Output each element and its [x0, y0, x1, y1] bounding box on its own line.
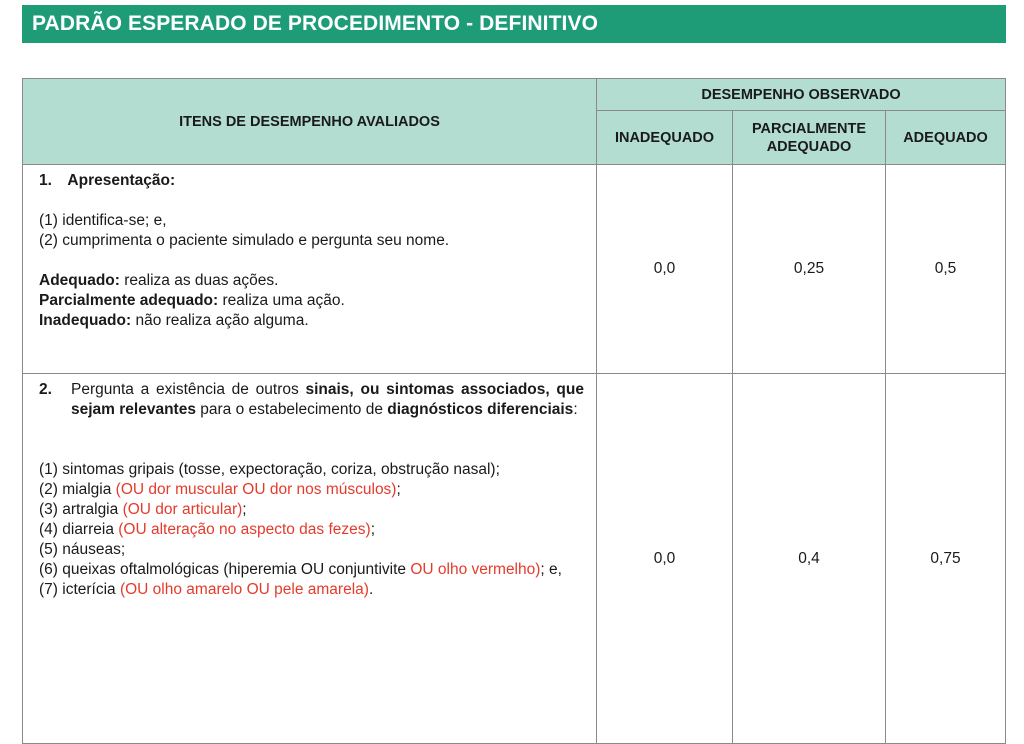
item-2-subitem-3 [39, 500, 584, 520]
criterion-label: Parcialmente adequado: [39, 292, 219, 309]
subitem-synonym: (OU dor muscular OU dor nos músculos) [115, 481, 397, 498]
table-row [23, 165, 1006, 374]
header-parcial-line2: ADEQUADO [766, 138, 852, 155]
item-2-score-adequado: 0,75 [886, 374, 1006, 744]
subitem-punct: ; [396, 481, 401, 498]
header-inadequado: INADEQUADO [597, 111, 733, 165]
evaluation-table [22, 78, 1006, 744]
subitem-synonym: (OU olho amarelo OU pele amarela) [119, 581, 369, 598]
item-1-criterion-parcial [39, 291, 584, 311]
subitem-text: (2) mialgia [39, 481, 116, 498]
header-items-evaluated: ITENS DE DESEMPENHO AVALIADOS [23, 79, 597, 165]
item-1-criterion-inadequado [39, 311, 584, 331]
item-2-intro [39, 380, 584, 420]
criterion-text: realiza as duas ações. [119, 272, 279, 289]
subitem-text: (4) diarreia [39, 521, 119, 538]
header-observed-performance: DESEMPENHO OBSERVADO [597, 79, 1006, 111]
subitem-synonym-black: (hiperemia OU conjuntivite [223, 561, 411, 578]
header-parcial-line1: PARCIALMENTE [751, 120, 867, 137]
subitem-synonym: OU olho vermelho) [410, 561, 541, 578]
item-2-subitem-7 [39, 580, 584, 600]
item-1-line-1: (1) identifica-se; e, [39, 212, 167, 229]
subitem-punct: . [368, 581, 374, 598]
subitem-text: (3) artralgia [39, 501, 123, 518]
item-2-subitem-2 [39, 480, 584, 500]
item-2-subitem-6 [39, 560, 584, 580]
item-2-intro-c: para o estabelecimento de [195, 401, 388, 418]
subitem-synonym: (OU dor articular) [122, 501, 243, 518]
item-2-subitem-5: (5) náuseas; [39, 541, 126, 558]
item-2-intro-d: diagnósticos diferenciais [387, 401, 574, 418]
item-1-description [23, 165, 597, 374]
item-2-number: 2. [39, 381, 52, 398]
table-row [23, 374, 1006, 744]
subitem-text: (6) queixas oftalmológicas [39, 561, 224, 578]
item-2-score-parcial: 0,4 [733, 374, 886, 744]
item-1-line-2: (2) cumprimenta o paciente simulado e pergunta seu nome. [39, 232, 450, 249]
item-1-criterion-adequado [39, 271, 584, 291]
subitem-punct: ; [370, 521, 375, 538]
item-1-score-adequado: 0,5 [886, 165, 1006, 374]
subitem-punct: ; e, [540, 561, 562, 578]
item-2-subitem-4 [39, 520, 584, 540]
item-2-description [23, 374, 597, 744]
subitem-punct: ; [242, 501, 247, 518]
item-1-score-inadequado: 0,0 [597, 165, 733, 374]
item-2-intro-e: : [573, 401, 578, 418]
header-adequado: ADEQUADO [886, 111, 1006, 165]
subitem-text: (7) icterícia [39, 581, 120, 598]
criterion-label: Inadequado: [39, 312, 132, 329]
item-2-score-inadequado: 0,0 [597, 374, 733, 744]
criterion-label: Adequado: [39, 272, 120, 289]
item-2-intro-b: sinais, ou sintomas associados, que sejam relevantes [71, 381, 584, 418]
subitem-synonym: (OU alteração no aspecto das fezes) [118, 521, 371, 538]
criterion-text: realiza uma ação. [218, 292, 345, 309]
item-2-subitem-1: (1) sintomas gripais (tosse, expectoração, coriza, obstrução nasal); [39, 461, 500, 478]
criterion-text: não realiza ação alguma. [131, 312, 309, 329]
header-parcialmente-adequado [733, 111, 886, 165]
item-1-score-parcial: 0,25 [733, 165, 886, 374]
item-1-title: 1. Apresentação: [39, 172, 176, 189]
item-2-intro-a: Pergunta a existência de outros [71, 381, 306, 398]
page-title-banner: PADRÃO ESPERADO DE PROCEDIMENTO - DEFINITIVO [22, 5, 1006, 43]
